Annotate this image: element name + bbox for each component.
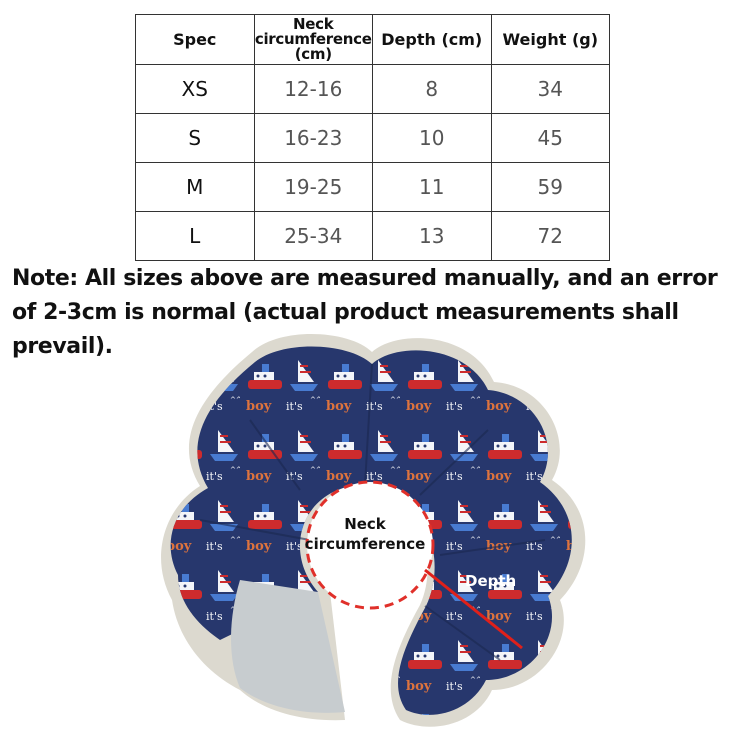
table-row <box>136 163 610 212</box>
cell-depth: 13 <box>373 212 492 261</box>
cell-neck: 19-25 <box>254 163 373 212</box>
cell-neck: 12-16 <box>254 65 373 114</box>
header-spec: Spec <box>136 15 255 65</box>
cell-neck: 16-23 <box>254 114 373 163</box>
cell-spec: S <box>136 114 255 163</box>
table-row <box>136 65 610 114</box>
cell-weight: 59 <box>491 163 610 212</box>
cell-weight: 72 <box>491 212 610 261</box>
cell-weight: 45 <box>491 114 610 163</box>
cell-spec: XS <box>136 65 255 114</box>
table-row <box>136 212 610 261</box>
size-table <box>135 14 610 261</box>
header-depth: Depth (cm) <box>373 15 492 65</box>
cell-depth: 8 <box>373 65 492 114</box>
header-neck-circumference: Neck circumference (cm) <box>254 15 372 63</box>
cell-spec: L <box>136 212 255 261</box>
table-row <box>136 114 610 163</box>
cell-spec: M <box>136 163 255 212</box>
cell-depth: 10 <box>373 114 492 163</box>
cell-depth: 11 <box>373 163 492 212</box>
measurement-note: Note: All sizes above are measured manually, and an error of 2-3cm is normal (actual product measurements shall prevail). <box>12 266 718 359</box>
neck-circumference-label: Neck circumference <box>304 515 426 553</box>
cell-weight: 34 <box>491 65 610 114</box>
depth-label: Depth <box>465 572 517 590</box>
header-weight: Weight (g) <box>491 15 610 65</box>
table-header-row <box>136 15 610 65</box>
cell-neck: 25-34 <box>254 212 373 261</box>
